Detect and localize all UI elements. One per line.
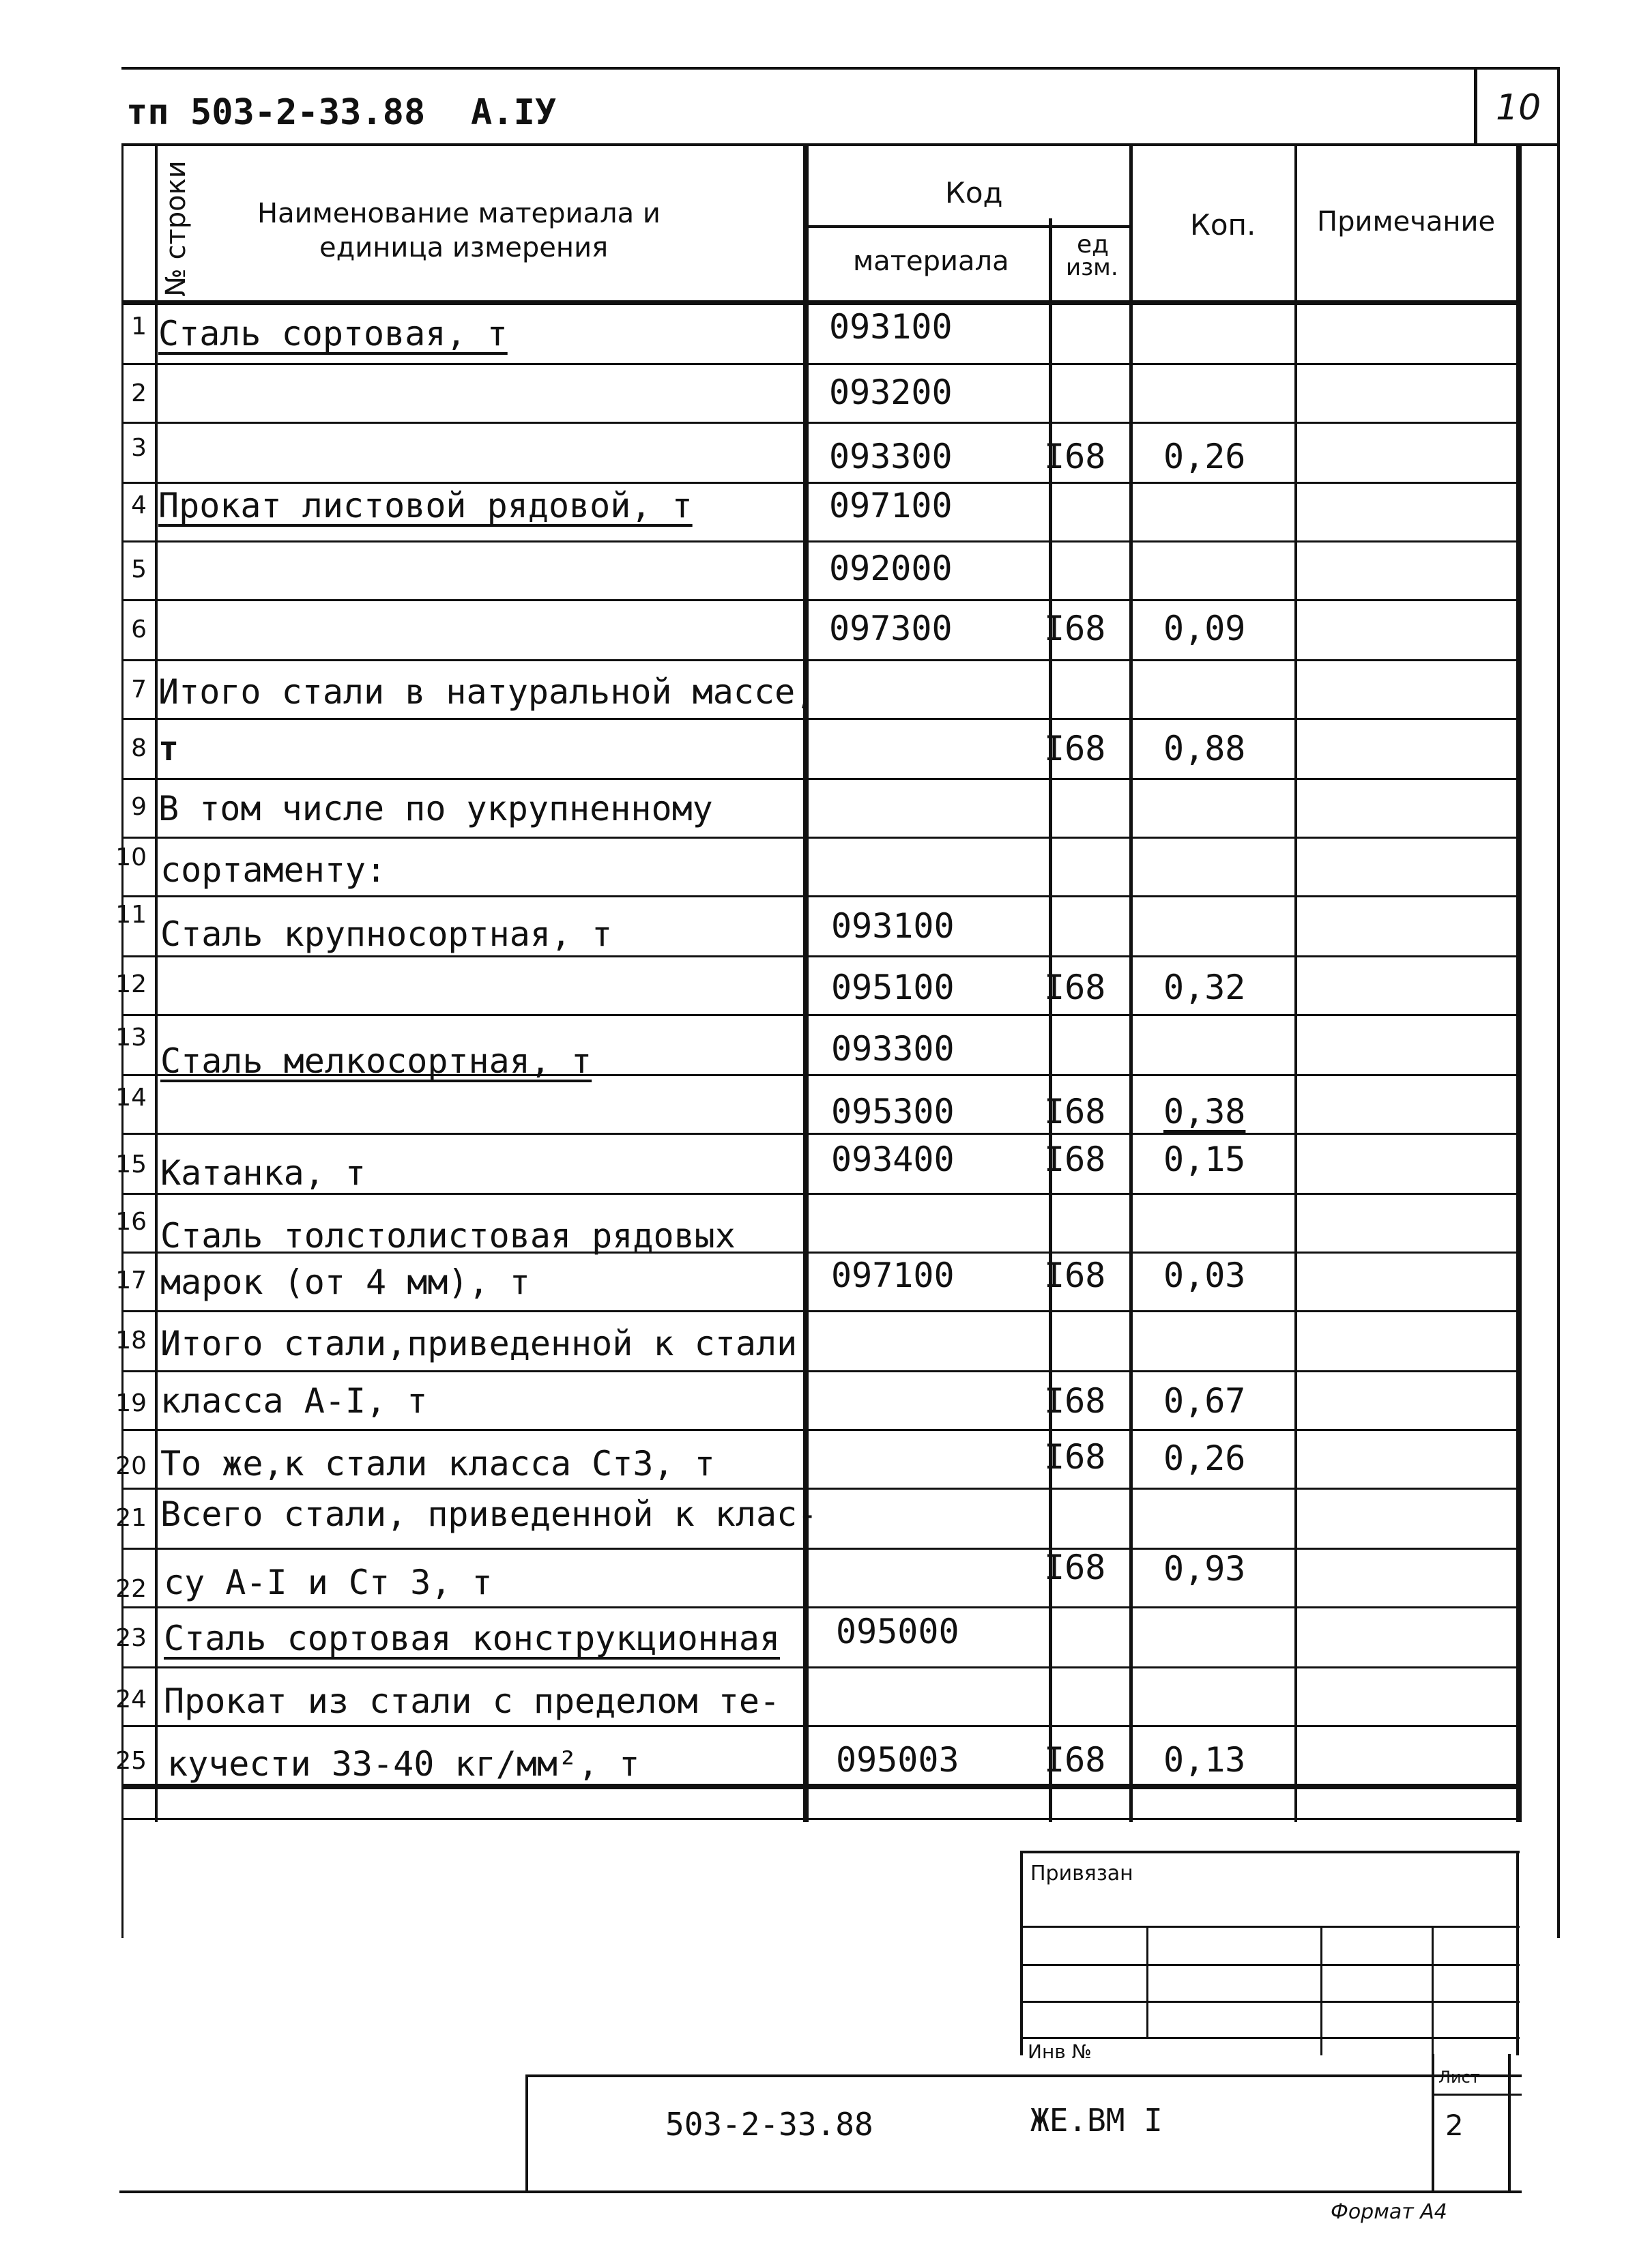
row-qty: 0,13: [1163, 1740, 1246, 1780]
row-name: Прокат листовой рядовой, т: [158, 486, 693, 525]
header-row-bottom: [121, 300, 1522, 305]
name-header-line1: Наименование материала и: [257, 198, 661, 229]
row-qty: 0,26: [1163, 1438, 1246, 1478]
row-line: [121, 482, 1522, 484]
row-number: 21: [115, 1504, 147, 1532]
row-unit: I68: [1044, 1256, 1106, 1295]
row-line: [121, 1666, 1522, 1668]
row-unit: I68: [1044, 1092, 1106, 1131]
row-name: Итого стали,приведенной к стали: [160, 1324, 798, 1363]
row-name: кучести 33-40 кг/мм², т: [167, 1744, 640, 1784]
rownum-col-divider: [155, 143, 158, 1822]
row-number: 10: [115, 843, 147, 871]
row-number-header: № строки: [160, 160, 192, 297]
row-number: 12: [115, 970, 147, 998]
stamp-left: [1020, 1851, 1023, 2055]
row-qty: 0,88: [1163, 729, 1246, 768]
sheet-cell-right: [1508, 2054, 1511, 2193]
unit-col-divider: [1129, 143, 1133, 1822]
stamp-col: [1432, 1926, 1434, 2055]
row-number: 1: [131, 313, 147, 341]
unit-header-line1: ед: [1077, 231, 1110, 259]
row-code: 093400: [831, 1140, 955, 1179]
row-code: 095100: [831, 968, 955, 1007]
lower-mid-line: [121, 1818, 1522, 1820]
row-number: 6: [131, 616, 147, 643]
row-name: Сталь мелкосортная, т: [160, 1041, 592, 1081]
row-code: 097100: [829, 486, 953, 525]
row-name: Всего стали, приведенной к клас-: [160, 1494, 818, 1534]
row-line: [121, 540, 1522, 543]
row-number: 25: [115, 1747, 147, 1775]
format-label: Формат А4: [1331, 2200, 1447, 2224]
name-col-divider: [803, 143, 809, 1822]
row-line: [121, 718, 1522, 720]
right-edge-line: [1557, 143, 1560, 1938]
row-name: Сталь сортовая, т: [158, 314, 508, 353]
row-name: су А-I и Ст 3, т: [164, 1563, 493, 1602]
row-line: [121, 1606, 1522, 1608]
album-code: А.IУ: [471, 92, 557, 133]
row-line: [121, 1370, 1522, 1372]
row-code: 095300: [831, 1092, 955, 1131]
row-name: Сталь крупносортная, т: [160, 914, 613, 954]
row-qty: 0,32: [1163, 968, 1246, 1007]
row-number: 19: [115, 1389, 147, 1417]
row-number: 24: [115, 1686, 147, 1713]
row-number: 13: [115, 1024, 147, 1052]
doc-code: тп 503-2-33.88: [126, 92, 426, 133]
table-right-border: [1516, 143, 1522, 1822]
row-name: Итого стали в натуральной массе,: [158, 672, 816, 712]
row-code: 093100: [829, 307, 953, 347]
row-name: класса А-I, т: [160, 1381, 428, 1421]
row-line: [121, 1133, 1522, 1135]
unit-header-line2: изм.: [1066, 254, 1118, 281]
row-name: Прокат из стали с пределом те-: [164, 1681, 781, 1721]
row-number: 14: [115, 1084, 147, 1112]
stamp-line: [1020, 2037, 1520, 2039]
stamp-line: [1020, 1964, 1520, 1966]
row-number: 23: [115, 1624, 147, 1652]
row-number: 3: [131, 434, 147, 462]
row-code: 095000: [836, 1612, 959, 1651]
row-number: 18: [115, 1327, 147, 1355]
sheet-label: Лист: [1438, 2068, 1480, 2087]
row-line: [121, 1725, 1522, 1727]
title-block-left: [525, 2074, 528, 2193]
row-unit: I68: [1044, 609, 1106, 648]
row-name: То же,к стали класса Ст3, т: [160, 1444, 715, 1484]
row-unit: I68: [1044, 1740, 1106, 1780]
row-line: [121, 363, 1522, 365]
title-doc-number: 503-2-33.88: [665, 2106, 873, 2143]
row-name: Сталь толстолистовая рядовых: [160, 1216, 736, 1256]
row-unit: I68: [1044, 437, 1106, 476]
material-header: материала: [853, 246, 1009, 277]
note-header: Примечание: [1317, 206, 1496, 237]
stamp-top: [1020, 1851, 1520, 1853]
stamp-tied-label: Привязан: [1030, 1862, 1133, 1885]
row-number: 5: [131, 555, 147, 583]
sheet-box-left: [1474, 67, 1477, 145]
row-line: [121, 1014, 1522, 1016]
row-number: 8: [131, 734, 147, 762]
row-line: [121, 955, 1522, 957]
sheet-value: 2: [1445, 2109, 1464, 2142]
row-line: [121, 778, 1522, 780]
row-qty: 0,09: [1163, 609, 1246, 648]
row-line: [121, 1548, 1522, 1550]
qty-header: Коп.: [1190, 208, 1256, 242]
row-unit: I68: [1044, 1437, 1106, 1477]
row-line: [121, 1193, 1522, 1195]
sheet-box-right: [1557, 67, 1560, 145]
qty-col-divider: [1294, 143, 1297, 1822]
stamp-line: [1020, 1926, 1520, 1928]
row-number: 11: [115, 901, 147, 929]
stamp-inv-label: Инв №: [1028, 2040, 1092, 2063]
row-code: 095003: [836, 1740, 959, 1780]
row-qty: 0,67: [1163, 1381, 1246, 1421]
code-header-divider: [806, 225, 1131, 228]
table-bottom-border: [121, 1784, 1522, 1789]
row-line: [121, 599, 1522, 601]
row-name: т: [158, 729, 179, 768]
row-number: 22: [115, 1575, 147, 1603]
code-header: Код: [945, 176, 1003, 209]
row-code: 093300: [831, 1029, 955, 1069]
lower-left-border: [121, 1822, 124, 1938]
title-mark: ЖЕ.ВМ I: [1030, 2102, 1163, 2139]
name-header-line2: единица измерения: [319, 232, 609, 263]
bottom-border: [119, 2190, 1522, 2193]
row-qty: 0,93: [1163, 1549, 1246, 1589]
row-line: [121, 422, 1522, 424]
row-name: В том числе по укрупненному: [158, 789, 713, 828]
row-number: 7: [131, 676, 147, 704]
row-code: 097300: [829, 609, 953, 648]
row-line: [121, 1429, 1522, 1431]
row-qty: 0,26: [1163, 437, 1246, 476]
row-unit: I68: [1044, 1548, 1106, 1587]
row-code: 093100: [831, 906, 955, 946]
row-unit: I68: [1044, 1381, 1106, 1421]
row-unit: I68: [1044, 1140, 1106, 1179]
stamp-right: [1516, 1851, 1519, 2055]
row-number: 9: [131, 793, 147, 821]
row-code: 093200: [829, 373, 953, 412]
row-qty: 0,03: [1163, 1256, 1246, 1295]
row-qty: 0,15: [1163, 1140, 1246, 1179]
row-code: 097100: [831, 1256, 955, 1295]
row-line: [121, 837, 1522, 839]
row-line: [121, 895, 1522, 897]
row-name: Катанка, т: [160, 1153, 366, 1193]
row-name: сортаменту:: [160, 850, 387, 890]
row-number: 2: [131, 379, 147, 407]
row-number: 4: [131, 491, 147, 519]
row-code: 092000: [829, 549, 953, 588]
row-unit: I68: [1044, 729, 1106, 768]
sheet-number: 10: [1496, 87, 1541, 128]
row-code: 093300: [829, 437, 953, 476]
row-line: [121, 1488, 1522, 1490]
header-bottom-border: [121, 143, 1560, 146]
title-block-top: [525, 2074, 1522, 2077]
row-number: 16: [115, 1208, 147, 1236]
stamp-col: [1146, 1926, 1148, 2039]
stamp-line: [1020, 2001, 1520, 2003]
row-number: 20: [115, 1452, 147, 1480]
row-number: 17: [115, 1267, 147, 1295]
row-line: [121, 659, 1522, 661]
row-number: 15: [115, 1151, 147, 1178]
row-qty: 0,38: [1163, 1092, 1246, 1131]
top-border: [121, 67, 1560, 70]
row-line: [121, 1310, 1522, 1312]
row-name: Сталь сортовая конструкционная: [164, 1619, 781, 1658]
sheet-cell-left: [1432, 2054, 1434, 2193]
row-name: марок (от 4 мм), т: [160, 1262, 530, 1302]
stamp-col: [1320, 1926, 1322, 2055]
row-unit: I68: [1044, 968, 1106, 1007]
